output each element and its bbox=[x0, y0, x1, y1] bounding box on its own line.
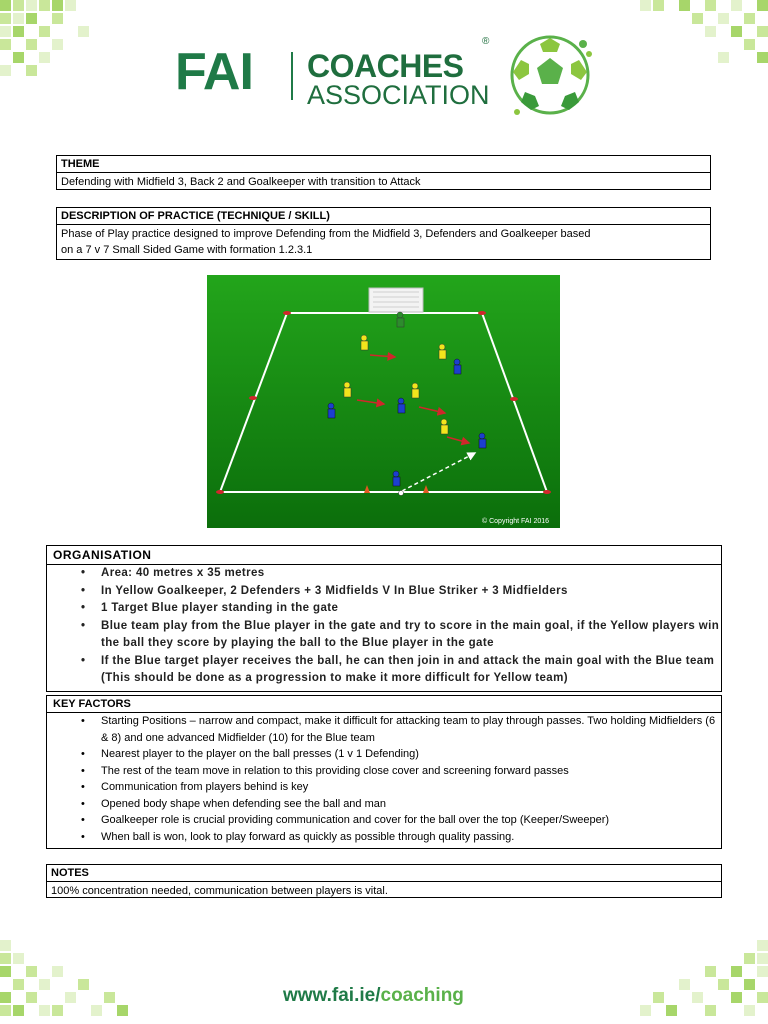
logo-coaches-text: COACHES bbox=[307, 48, 464, 84]
list-item: • 1 Target Blue player standing in the gate bbox=[81, 600, 721, 618]
diagram-copyright: © Copyright FAI 2016 bbox=[482, 518, 550, 525]
list-item: • Nearest player to the player on the ball presses (1 v 1 Defending) bbox=[81, 746, 721, 763]
list-item: • If the Blue target player receives the ball, he can then join in and attack the main goal with the Blue team (This should be done as a progression to make it more difficult for Yellow team) bbox=[81, 653, 721, 688]
theme-section bbox=[56, 155, 711, 190]
key-factors-heading: KEY FACTORS bbox=[47, 696, 721, 713]
notes-section bbox=[46, 864, 722, 898]
list-item: • Blue team play from the Blue player in the gate and try to score in the main goal, if the Yellow players win the ball they score by playing the ball to the Blue player in the gate bbox=[81, 618, 721, 653]
organisation-list bbox=[47, 565, 721, 688]
practice-pitch-diagram bbox=[207, 275, 560, 528]
main-goal bbox=[369, 288, 423, 312]
ball bbox=[399, 491, 404, 496]
list-item: • When ball is won, look to play forward as quickly as possible through quality passing. bbox=[81, 829, 721, 846]
description-text bbox=[57, 225, 710, 259]
list-item: • Communication from players behind is key bbox=[81, 779, 721, 796]
registered-mark: ® bbox=[482, 36, 490, 47]
footer-website-link[interactable] bbox=[283, 985, 464, 1007]
description-line-2: on a 7 v 7 Small Sided Game with formation 1.2.3.1 bbox=[61, 244, 313, 256]
footer-url-slash: / bbox=[375, 985, 381, 1006]
footer-url-domain: www.fai.ie bbox=[283, 985, 376, 1006]
football-emblem-icon bbox=[505, 30, 595, 120]
list-item: • Opened body shape when defending see the ball and man bbox=[81, 796, 721, 813]
theme-text: Defending with Midfield 3, Back 2 and Goalkeeper with transition to Attack bbox=[61, 176, 421, 188]
logo-association-text: ASSOCIATION bbox=[307, 80, 490, 110]
key-factors-section bbox=[46, 695, 722, 849]
fai-coaches-association-logo bbox=[170, 30, 600, 130]
notes-text: 100% concentration needed, communication between players is vital. bbox=[51, 885, 388, 897]
organisation-heading: ORGANISATION bbox=[47, 546, 721, 565]
logo-divider bbox=[291, 52, 293, 100]
fai-logo-text: FAI bbox=[175, 43, 253, 101]
description-heading: DESCRIPTION OF PRACTICE (TECHNIQUE / SKILL) bbox=[57, 208, 710, 225]
list-item: • In Yellow Goalkeeper, 2 Defenders + 3 Midfields V In Blue Striker + 3 Midfielders bbox=[81, 583, 721, 601]
description-line-1: Phase of Play practice designed to improve Defending from the Midfield 3, Defenders and Goalkeeper based bbox=[61, 228, 591, 240]
organisation-section bbox=[46, 545, 722, 692]
key-factors-list bbox=[47, 713, 721, 845]
notes-heading: NOTES bbox=[47, 865, 721, 882]
list-item: • Area: 40 metres x 35 metres bbox=[81, 565, 721, 583]
blue-target-player bbox=[393, 471, 400, 486]
list-item: • Goalkeeper role is crucial providing communication and cover for the ball over the top (Keeper/Sweeper) bbox=[81, 812, 721, 829]
theme-heading: THEME bbox=[57, 156, 710, 173]
list-item: • The rest of the team move in relation to this providing close cover and screening forward passes bbox=[81, 763, 721, 780]
list-item: • Starting Positions – narrow and compact, make it difficult for attacking team to play through passes. Two holding Midfielders (6 & 8) and one advanced Midfielder (10) for the Blue team bbox=[81, 713, 721, 746]
footer-url-path: coaching bbox=[380, 985, 464, 1006]
yellow-goalkeeper bbox=[397, 312, 404, 327]
description-section bbox=[56, 207, 711, 260]
